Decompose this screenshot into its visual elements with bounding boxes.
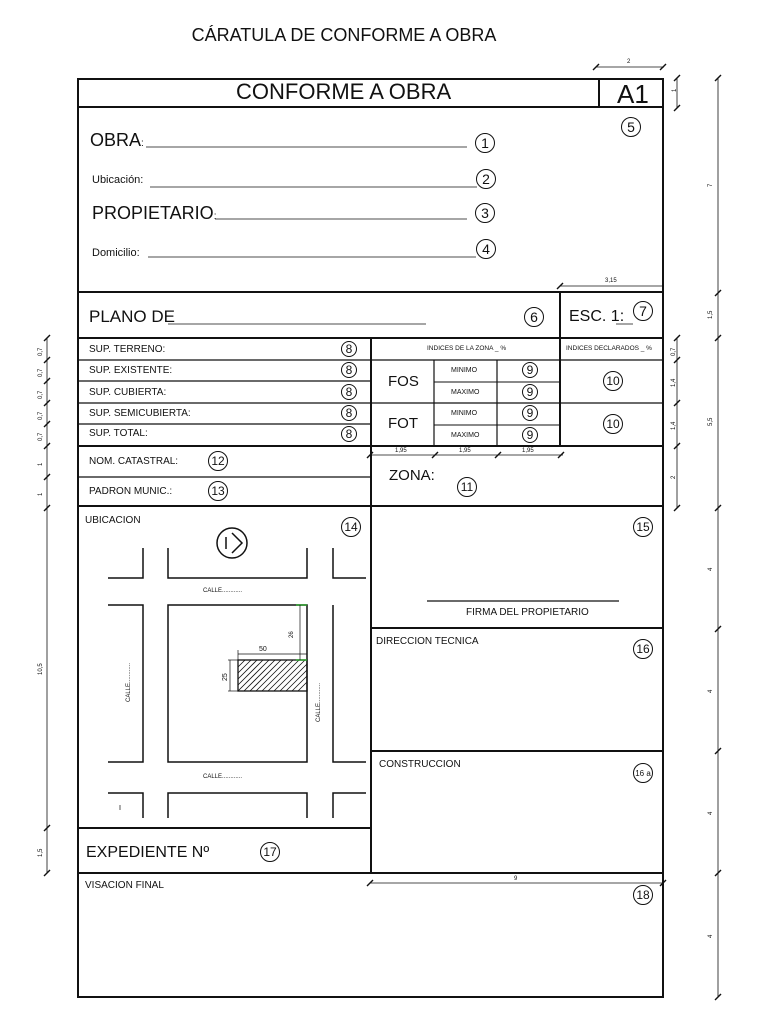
callout-9: 9 [522, 384, 538, 400]
dim-right-4d: 4 [708, 934, 714, 938]
callout-3: 3 [475, 203, 495, 223]
minimo-label: MINIMO [451, 410, 478, 417]
indices-zona-header: INDICES DE LA ZONA _ % [427, 345, 507, 352]
dim-right-14a: 1,4 [671, 378, 677, 387]
callout-4: 4 [476, 239, 496, 259]
callout-8: 8 [341, 384, 357, 400]
visacion-final-label: VISACION FINAL [85, 880, 164, 891]
callout-9: 9 [522, 427, 538, 443]
minimo-label: MINIMO [451, 367, 478, 374]
sup-cubierta-label: SUP. CUBIERTA: [89, 387, 167, 398]
dim-left-07c: 0,7 [38, 390, 44, 399]
format-label: A1 [617, 79, 649, 109]
dim-right-15: 1,5 [708, 310, 714, 319]
dim-right-4b: 4 [708, 689, 714, 693]
dim-right-07: 0,7 [671, 347, 677, 356]
callout-1: 1 [475, 133, 495, 153]
callout-16: 16 [633, 639, 653, 659]
padron-munic-label: PADRON MUNIC.: [89, 486, 173, 497]
domicilio-label: Domicilio: [92, 247, 140, 259]
callout-11: 11 [457, 477, 477, 497]
dim-right-7: 7 [708, 183, 714, 187]
dim-left-07b: 0,7 [38, 368, 44, 377]
callout-18: 18 [633, 885, 653, 905]
calle-bottom-label: CALLE............ [203, 774, 243, 780]
dim-left-07a: 0,7 [38, 347, 44, 356]
sup-terreno-label: SUP. TERRENO: [89, 344, 166, 355]
fot-label: FOT [388, 415, 418, 432]
dim-right-14b: 1,4 [671, 421, 677, 430]
dim-inner-315: 3,15 [605, 278, 617, 284]
callout-5: 5 [621, 117, 641, 137]
expediente-label: EXPEDIENTE Nº [86, 844, 210, 861]
dim-col-195c: 1,95 [522, 448, 534, 454]
maximo-label: MAXIMO [451, 389, 480, 396]
plano-de-label: PLANO DE [89, 307, 175, 326]
callout-15: 15 [633, 517, 653, 537]
sup-semicubierta-label: SUP. SEMICUBIERTA: [89, 408, 191, 419]
dim-col-195b: 1,95 [459, 448, 471, 454]
nom-catastral-label: NOM. CATASTRAL: [89, 456, 179, 467]
dim-right-2: 2 [671, 475, 677, 479]
callout-10: 10 [603, 414, 623, 434]
escala-label: ESC. 1: [569, 308, 625, 325]
dim-top-2: 2 [627, 59, 631, 65]
zona-label: ZONA: [389, 467, 435, 484]
callout-16a: 16 a [633, 763, 653, 783]
sup-existente-label: SUP. EXISTENTE: [89, 365, 173, 376]
ubicacion-label: Ubicación: [92, 174, 144, 186]
dim-left-1b: 1 [38, 492, 44, 496]
dim-26-label: 26 [289, 631, 295, 638]
callout-6: 6 [524, 307, 544, 327]
dim-col-195a: 1,95 [395, 448, 407, 454]
callout-9: 9 [522, 362, 538, 378]
page-title: CÁRATULA DE CONFORME A OBRA [191, 25, 497, 45]
callout-13: 13 [208, 481, 228, 501]
callout-12: 12 [208, 451, 228, 471]
calle-left-label: CALLE............ [126, 662, 132, 702]
callout-14: 14 [341, 517, 361, 537]
maximo-label: MAXIMO [451, 432, 480, 439]
callout-8: 8 [341, 426, 357, 442]
dim-bottom-9: 9 [514, 876, 518, 882]
callout-10: 10 [603, 371, 623, 391]
callout-9: 9 [522, 405, 538, 421]
callout-8: 8 [341, 341, 357, 357]
callout-8: 8 [341, 405, 357, 421]
dim-right-1: 1 [672, 88, 678, 92]
callout-17: 17 [260, 842, 280, 862]
dim-right-55: 5,5 [708, 417, 714, 426]
indices-declarados-header: INDICES DECLARADOS _ % [566, 345, 652, 352]
sup-total-label: SUP. TOTAL: [89, 428, 148, 439]
dim-25-label: 25 [222, 673, 229, 681]
calle-top-label: CALLE............ [203, 588, 243, 594]
callout-7: 7 [633, 301, 653, 321]
callout-2: 2 [476, 169, 496, 189]
dim-left-15: 1,5 [38, 848, 44, 857]
fos-label: FOS [388, 373, 419, 390]
dim-left-1a: 1 [38, 462, 44, 466]
form-header-title: CONFORME A OBRA [236, 79, 452, 104]
dim-left-07e: 0,7 [38, 432, 44, 441]
propietario-label: PROPIETARIO: [92, 203, 217, 223]
direccion-tecnica-label: DIRECCION TECNICA [376, 636, 479, 647]
dim-right-4c: 4 [708, 811, 714, 815]
dim-left-07d: 0,7 [38, 411, 44, 420]
calle-right-label: CALLE............ [316, 682, 322, 722]
callout-8: 8 [341, 362, 357, 378]
dim-50-label: 50 [259, 646, 267, 653]
dim-right-4a: 4 [708, 567, 714, 571]
obra-label: OBRA: [90, 130, 144, 150]
dim-left-105: 10,5 [38, 663, 44, 675]
ubicacion-section-label: UBICACION [85, 515, 141, 526]
firma-propietario-label: FIRMA DEL PROPIETARIO [466, 607, 589, 618]
construccion-label: CONSTRUCCION [379, 759, 461, 770]
